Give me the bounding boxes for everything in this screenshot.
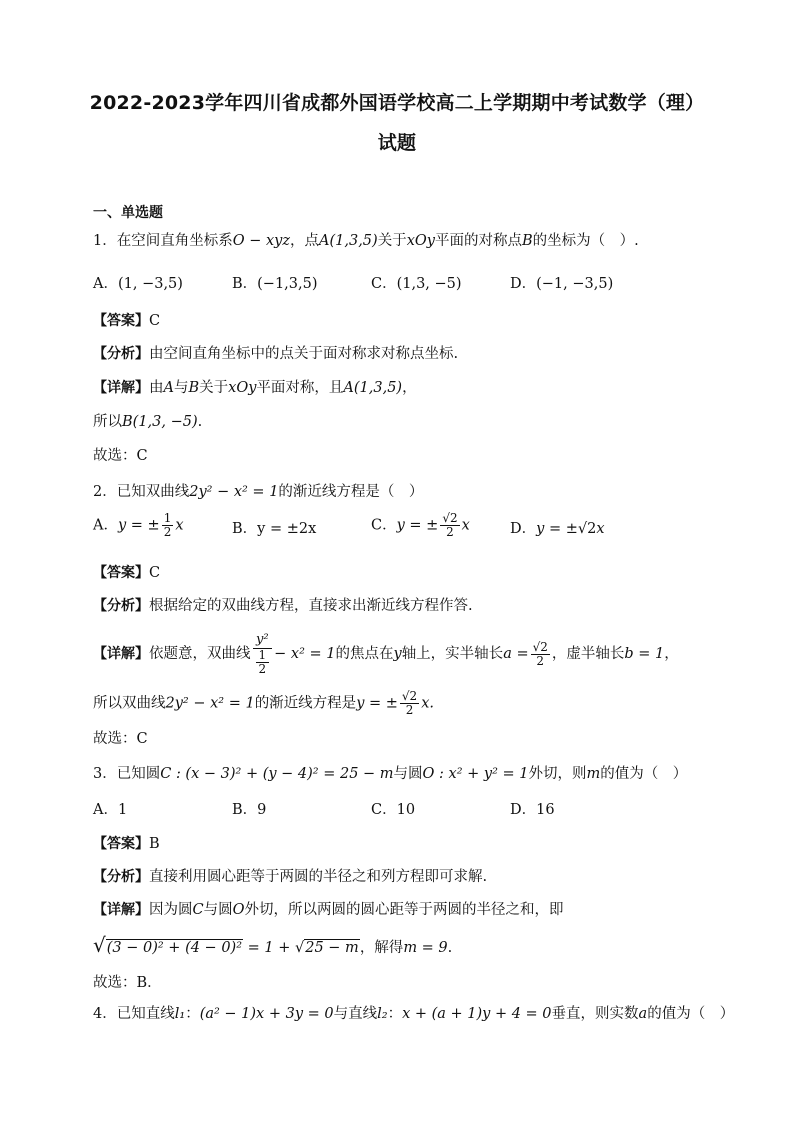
option-b: B．y = ±2x	[232, 521, 317, 537]
question-1-stem: 1．在空间直角坐标系O − xyz，点A(1,3,5)关于xOy平面的对称点B的坐标为（ ）.	[93, 233, 639, 249]
option-a: A．1	[93, 802, 128, 818]
question-3-formula: √(3 − 0)² + (4 − 0)² = 1 + √25 − m，解得m = 9.	[93, 933, 453, 957]
option-c: C．y = ± $\frac{√2}{2}$ x	[371, 511, 470, 539]
option-c: C．10	[371, 802, 416, 818]
question-2-detail: 【详解】依题意，双曲线 $\frac{\text{y²}}{\frac{1}{2}}$ − x² = 1的焦点在y轴上，实半轴长a = $\frac{√2}{2}$ ，虚半轴长b = 1，	[93, 632, 679, 676]
question-3-stem: 3．已知圆C : (x − 3)² + (y − 4)² = 25 − m与圆O : x² + y² = 1外切，则m的值为（ ）	[93, 766, 688, 782]
question-1-detail: 【详解】由A与B关于xOy平面对称，且A(1,3,5)，	[93, 380, 417, 396]
option-a: A．y = ± $\frac{1}{2}$ x	[93, 511, 184, 539]
option-d: D．(−1, −3,5)	[510, 276, 614, 292]
question-3-detail: 【详解】因为圆C与圆O外切，所以两圆的圆心距等于两圆的半径之和，即	[93, 902, 564, 918]
question-2-final: 故选：C	[93, 731, 148, 747]
question-1-answer: 【答案】C	[93, 313, 161, 329]
question-4-stem: 4．已知直线l₁：(a² − 1)x + 3y = 0与直线l₂：x + (a + 1)y + 4 = 0垂直，则实数a的值为（ ）	[93, 1006, 735, 1022]
question-3-answer: 【答案】B	[93, 836, 160, 852]
option-d: D．16	[510, 802, 555, 818]
page-title-line2: 试题	[377, 132, 417, 154]
option-c: C．(1,3, −5)	[371, 276, 462, 292]
section-heading: 一、单选题	[93, 205, 163, 221]
question-2-conclusion: 所以双曲线2y² − x² = 1的渐近线方程是y = ± $\frac{√2}{2}$ x.	[93, 689, 434, 717]
question-3-final: 故选：B．	[93, 975, 162, 991]
question-1-conclusion: 所以B(1,3, −5).	[93, 414, 203, 430]
option-b: B．(−1,3,5)	[232, 276, 318, 292]
option-d: D．y = ±√2x	[510, 521, 605, 537]
question-2-answer: 【答案】C	[93, 565, 161, 581]
question-1-final: 故选：C	[93, 448, 148, 464]
question-2-analysis: 【分析】根据给定的双曲线方程，直接求出渐近线方程作答.	[93, 598, 473, 614]
question-1-analysis: 【分析】由空间直角坐标中的点关于面对称求对称点坐标.	[93, 346, 459, 362]
question-3-analysis: 【分析】直接利用圆心距等于两圆的半径之和列方程即可求解.	[93, 869, 488, 885]
option-b: B．9	[232, 802, 267, 818]
option-a: A．(1, −3,5)	[93, 276, 183, 292]
question-2-stem: 2．已知双曲线2y² − x² = 1的渐近线方程是（ ）	[93, 484, 424, 500]
page-title: 2022-2023学年四川省成都外国语学校高二上学期期中考试数学（理）	[89, 92, 705, 114]
